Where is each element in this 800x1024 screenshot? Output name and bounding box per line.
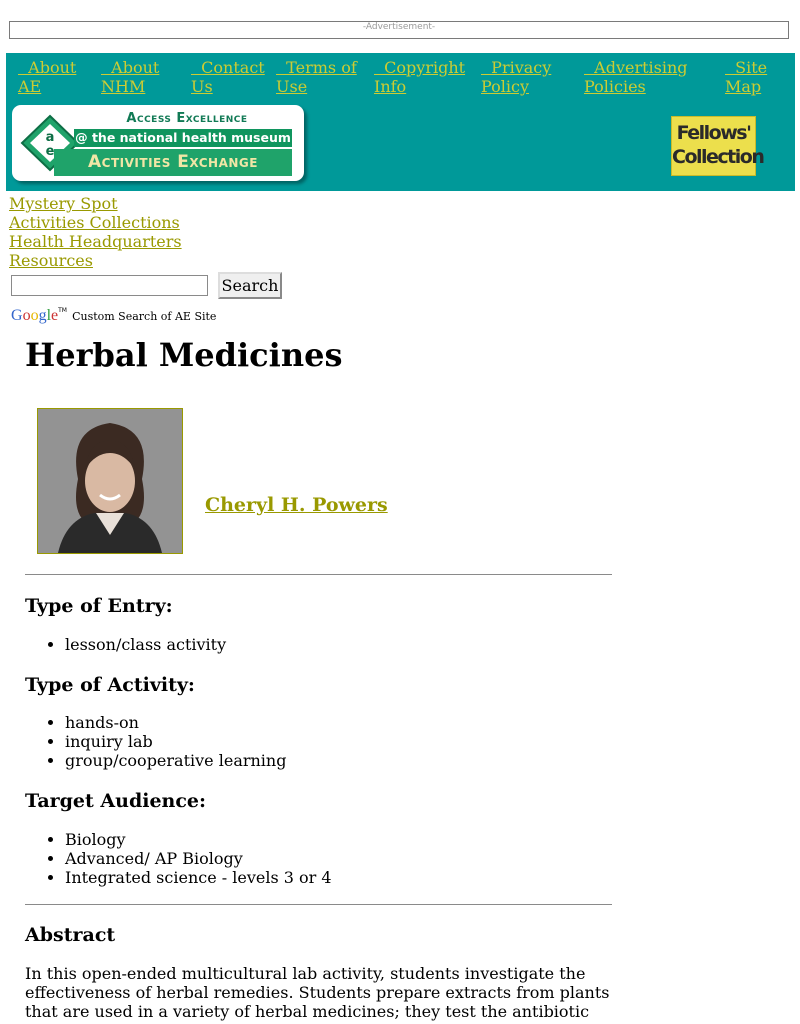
access-excellence-logo[interactable] [12, 105, 304, 181]
section-navigation [9, 194, 182, 270]
nav-link-activities-collections[interactable]: Activities Collections [9, 213, 180, 232]
google-trademark: TM [58, 307, 67, 314]
logo-section-name: Activities Exchange [54, 149, 292, 176]
list-item: • inquiry lab [65, 732, 286, 751]
nav-link-resources[interactable]: Resources [9, 251, 93, 270]
custom-search-text: Custom Search of AE Site [72, 310, 217, 323]
fellows-badge-line1: Fellows' [676, 122, 751, 144]
nav-link-advertising-policies[interactable]: Advertising Policies [584, 58, 688, 96]
list-item: • Biology [65, 830, 332, 849]
search-button[interactable]: Search [218, 272, 282, 299]
advertisement-banner [9, 21, 789, 39]
page-title: Herbal Medicines [25, 336, 343, 374]
list-item: • hands-on [65, 713, 286, 732]
nav-link-mystery-spot[interactable]: Mystery Spot [9, 194, 118, 213]
divider [25, 904, 612, 905]
nav-link-terms-of-use[interactable]: Terms of Use [276, 58, 357, 96]
google-logo: Google [11, 307, 59, 324]
svg-text:a: a [45, 130, 55, 145]
search-input[interactable] [11, 275, 208, 296]
svg-text:e: e [45, 144, 55, 159]
google-custom-search-label [11, 305, 216, 323]
nav-link-health-headquarters[interactable]: Health Headquarters [9, 232, 182, 251]
fellows-collection-badge[interactable] [671, 116, 764, 176]
entry-type-list [25, 635, 226, 654]
abstract-text: In this open-ended multicultural lab activity, students investigate the effectiveness of herbal remedies. Students prepare extracts from plants that are used in a variety of herbal medicines; they test the antibiotic [25, 964, 610, 1021]
advertisement-label: -Advertisement- [362, 22, 436, 32]
target-audience-heading: Target Audience: [25, 790, 207, 812]
fellows-badge-line2: Collection [672, 146, 764, 168]
nav-link-about-nhm[interactable]: About NHM [101, 58, 160, 96]
activity-type-heading: Type of Activity: [25, 674, 195, 696]
list-item: • group/cooperative learning [65, 751, 286, 770]
nav-link-contact-us[interactable]: Contact Us [191, 58, 265, 96]
activity-type-list [25, 713, 286, 770]
abstract-heading: Abstract [25, 924, 116, 946]
divider [25, 574, 612, 575]
nav-link-copyright-info[interactable]: Copyright Info [374, 58, 466, 96]
nav-link-privacy-policy[interactable]: Privacy Policy [481, 58, 552, 96]
list-item: • lesson/class activity [65, 635, 226, 654]
author-photo[interactable] [37, 408, 183, 554]
site-header [6, 53, 795, 191]
logo-title: Access Excellence [126, 111, 248, 126]
top-navigation [6, 58, 795, 98]
nav-link-site-map[interactable]: Site Map [725, 58, 768, 96]
author-name-link[interactable]: Cheryl H. Powers [205, 494, 388, 516]
target-audience-list [25, 830, 332, 887]
nav-link-about-ae[interactable]: About AE [18, 58, 77, 96]
entry-type-heading: Type of Entry: [25, 595, 173, 617]
list-item: • Integrated science - levels 3 or 4 [65, 868, 332, 887]
logo-subtitle: @ the national health museum [75, 130, 291, 145]
list-item: • Advanced/ AP Biology [65, 849, 332, 868]
author-portrait-image [38, 409, 182, 553]
